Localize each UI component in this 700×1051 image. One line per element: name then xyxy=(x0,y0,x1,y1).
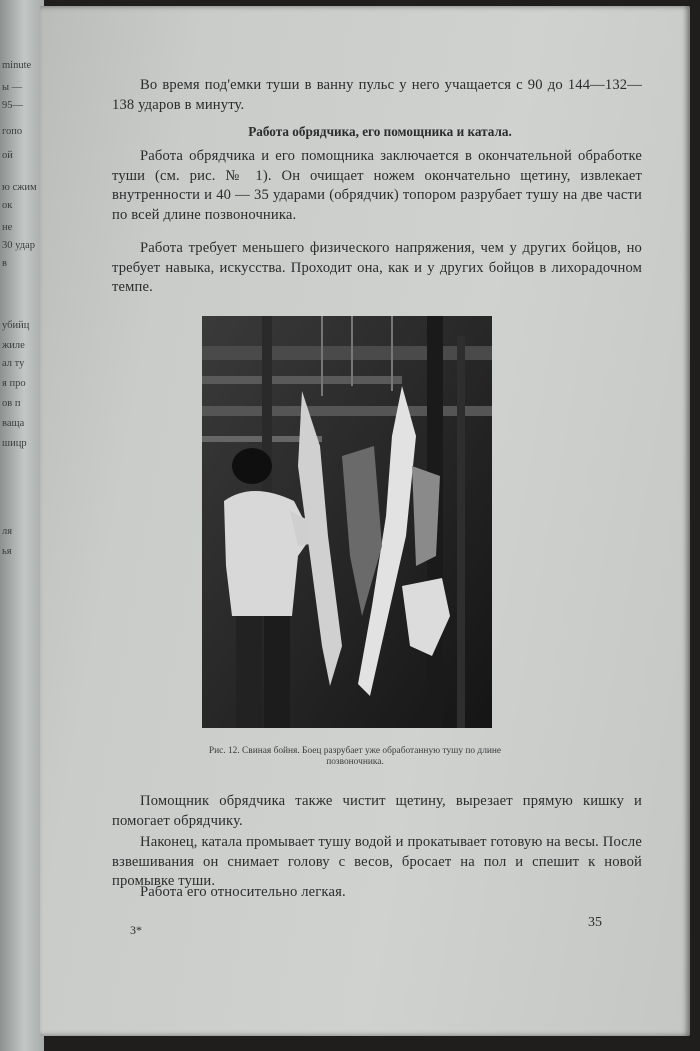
left-page-fragment: ья xyxy=(2,546,12,557)
left-page-fragment: гопо xyxy=(2,126,23,137)
left-page-fragment: жиле xyxy=(2,340,25,351)
paragraph: Работа требует меньшего физического напряжения, чем у других бойцов, но требует навыка, искусства. Проходит она, как и у других бойцов в лихорадочном темпе. xyxy=(112,240,642,295)
left-page-fragment: 95— xyxy=(2,100,23,111)
signature-mark: 3* xyxy=(130,923,142,937)
page-number: 35 xyxy=(588,915,602,930)
left-page-edge xyxy=(0,0,44,1051)
book-page xyxy=(40,6,690,1036)
slaughterhouse-photo xyxy=(202,316,492,728)
paragraph: Работа его относительно легкая. xyxy=(140,884,346,900)
left-page-fragment: в xyxy=(2,258,7,269)
left-page-fragment: ю сжим xyxy=(2,182,37,193)
left-page-fragment: шицр xyxy=(2,438,27,449)
left-page-fragment: ов п xyxy=(2,398,21,409)
figure-caption: Рис. 12. Свиная бойня. Боец разрубает уже обработанную тушу по длине позвоночника. xyxy=(208,746,502,767)
photo-illustration xyxy=(202,316,492,728)
left-page-fragment: minute xyxy=(2,60,32,71)
paragraph: Во время под'емки туши в ванну пульс у него учащается с 90 до 144—132—138 ударов в минуту. xyxy=(112,77,642,113)
left-page-fragment: я про xyxy=(2,378,26,389)
left-page-fragment: ой xyxy=(2,150,13,161)
left-page-fragment: не xyxy=(2,222,13,233)
left-page-fragment: ок xyxy=(2,200,13,211)
paragraph: Помощник обрядчика также чистит щетину, вырезает прямую кишку и помогает обрядчику. xyxy=(112,793,642,829)
left-page-fragment: ваща xyxy=(2,418,25,429)
left-page-fragment: ы — xyxy=(2,82,23,93)
paragraph: Наконец, катала промывает тушу водой и прокатывает готовую на весы. После взвешивания он снимает голову с весов, бросает на пол и спешит к новой промывке туши. xyxy=(112,834,642,889)
paragraph: Работа обрядчика и его помощника заключается в окончательной обработке туши (см. рис. № 1). Он очищает ножем окончательно щетину, извлекает внутренности и 40 — 35 ударами (обрядчик) топором разрубает тушу на две части по всей длине позвоночника. xyxy=(112,148,642,223)
left-page-fragment: 30 удар xyxy=(2,240,35,251)
section-heading: Работа обрядчика, его помощника и катала. xyxy=(248,124,512,139)
left-page-fragment: ал ту xyxy=(2,358,25,369)
left-page-fragment: ля xyxy=(2,526,13,537)
left-page-fragment: убийц xyxy=(2,320,30,331)
